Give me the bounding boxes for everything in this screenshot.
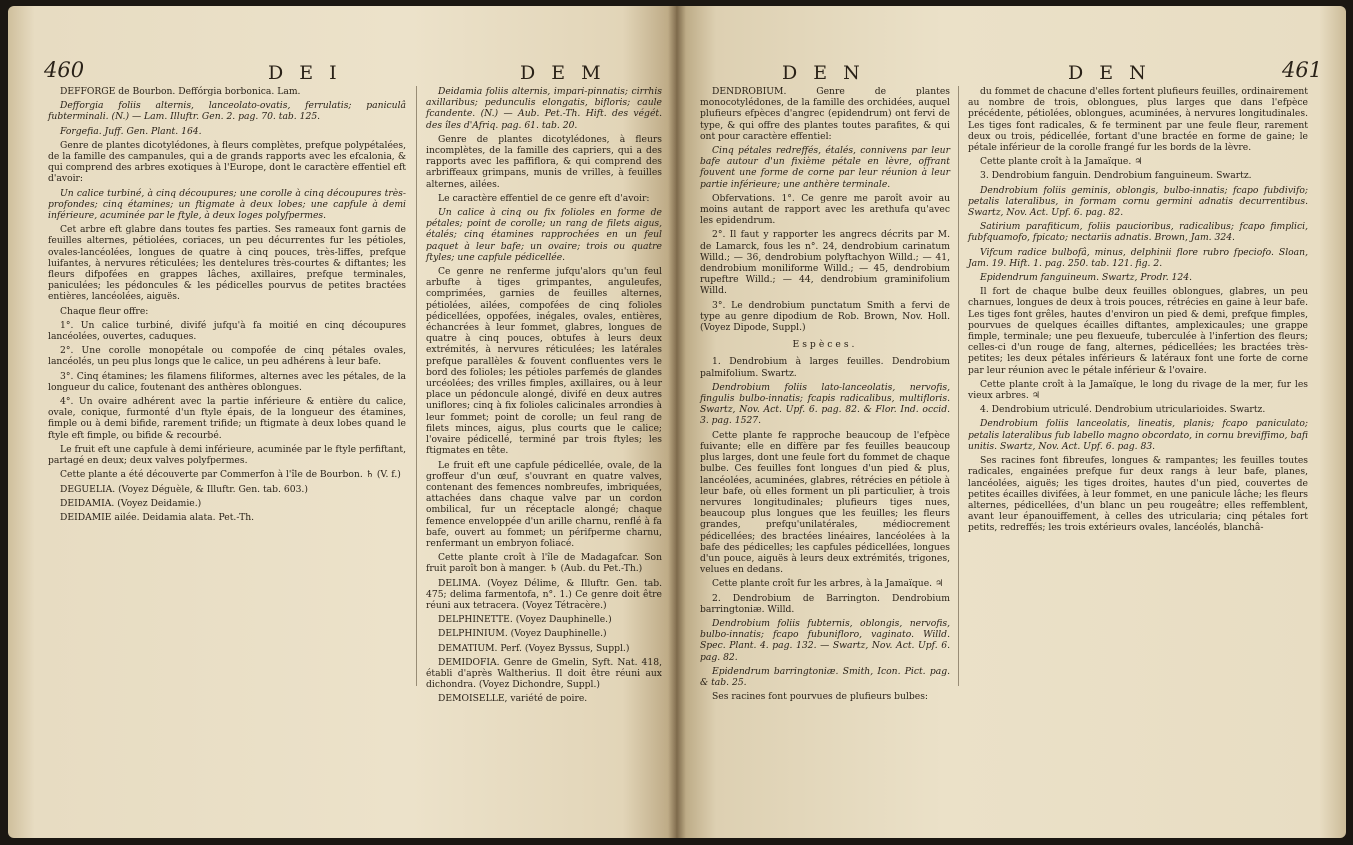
paragraph: DEIDAMIE ailée. Deidamia alata. Pet.-Th. bbox=[60, 511, 255, 523]
paragraph: Un calice à cinq ou fix folioles en forme de pétales; point de corolle; un rang de filets aigus, étalés; cinq étamines rapprochées en un feul paquet à leur bafe; un ovaire; trois ou quatre ftyles; une capfule pédicellée. bbox=[426, 207, 662, 263]
paragraph: DEIDAMIA. (Voyez Deidamie.) bbox=[60, 497, 202, 509]
paragraph: Cette plante fe rapproche beaucoup de l'efpèce fuivante; elle en diffère par fes feuilles beaucoup plus larges, dont une feule fort du fommet de chaque bulbe. Ces feuilles font longues d'un pied & plus, lancéolées, acuminées, glabres, rétrécies en pétiole à leur bafe, où elles forment un pli particulier, à trois nervures longitudinales; plufieurs tiges nues, beaucoup plus longues que les feuilles; les fleurs grandes, prefqu'unilatérales, médiocrement pédicellées; des bractées linéaires, lancéolées à la bafe des pédicelles; les capfules pédicellées, longues d'un pouce, aiguës à leurs deux extrémités, trigones, velues en dedans. bbox=[700, 429, 950, 576]
paragraph: DEMATIUM. Perf. (Voyez Byssus, Suppl.) bbox=[438, 642, 630, 654]
paragraph: Satirium parafiticum, foliis paucioribus, radicalibus; fcapo fimplici, fubfquamofo, fpicato; nectariis adnatis. Brown, Jam. 324. bbox=[968, 221, 1308, 244]
paragraph: Le fruit eft une capfule à demi inférieure, acuminée par le ftyle perfiftant, partagé en deux; deux valves polyfpermes. bbox=[48, 443, 406, 467]
paragraph: Cet arbre eft glabre dans toutes fes parties. Ses rameaux font garnis de feuilles alternes, pétiolées, coriaces, un peu décurrentes fur les pétioles, ovales-lancéolées, longues de quatre à cinq pouces, très-liffes, prefque luifantes, à nervures réticulées; les dentelures très-courtes & diftantes; les fleurs difpofées en grappes lâches, axillaires, prefque terminales, paniculées; les pédoncules & les pédicelles pourvus de petites bractées entières, lancéolées, aiguës. bbox=[48, 224, 406, 303]
paragraph: Obfervations. 1°. Ce genre me paroît avoir au moins autant de rapport avec les arethufa qu'avec les epidendrum. bbox=[700, 192, 950, 227]
paragraph: Dendrobium foliis lanceolatis, lineatis, planis; fcapo paniculato; petalis lateralibus fub labello magno obcordato, in cornu breviffimo, bafi unitis. Swartz, Nov. Act. Upf. 6. pag. 83. bbox=[968, 418, 1308, 452]
paragraph: du fommet de chacune d'elles fortent plufieurs feuilles, ordinairement au nombre de trois, oblongues, plus larges que dans l'efpèce précédente, pétiolées, oblongues, acuminées, à nervures longitudinales. Les tiges font radicales, & fe terminent par une feule fleur, rarement deux ou trois, pédicellée, fortant d'une bractée en forme de gaine; le pétale inférieur de la corolle frangé fur les bords de la lèvre. bbox=[968, 86, 1308, 154]
paragraph: DENDROBIUM. Genre de plantes monocotylédones, de la famille des orchidées, auquel plufieurs efpèces d'angrec (epidendrum) ont fervi de type, & qui offre des plantes toutes parafites, & qui ont pour caractère effentiel: bbox=[700, 86, 950, 142]
paragraph: Genre de plantes dicotylédones, à fleurs incomplètes, de la famille des capriers, qui a des rapports avec les paffiflora, & qui comprend des arbriffeaux grimpans, munis de vrilles, à feuilles alternes, ailées. bbox=[426, 133, 662, 190]
paragraph: Genre de plantes dicotylédones, à fleurs complètes, prefque polypétalées, de la famille des campanules, qui a de grands rapports avec les efcalonia, & qui comprend des arbres exotiques à l'Europe, dont le caractère effentiel eft d'avoir: bbox=[48, 139, 406, 185]
paragraph: Il fort de chaque bulbe deux feuilles oblongues, glabres, un peu charnues, longues de deux à trois pouces, rétrécies en gaine à leur bafe. Les tiges font grêles, hautes d'environ un pied & demi, prefque fimples, pourvues de quelques écailles diftantes, amplexicaules; une grappe fimple, terminale; une peu flexueufe, tuberculée à l'infertion des fleurs; celles-ci d'un rouge de fang, alternes, pédicellées; les bractées très-petites; les deux pétales inférieurs & latéraux font une forte de corne par leur réunion avec le pétale inférieur & l'ovaire. bbox=[968, 286, 1308, 376]
paragraph: Dendrobium foliis fubternis, oblongis, nervofis, bulbo-innatis; fcapo fubunifloro, vaginato. Willd. Spec. Plant. 4. pag. 132. — Swartz, Nov. Act. Upf. 6. pag. 82. bbox=[700, 617, 950, 663]
paragraph: 4°. Un ovaire adhérent avec la partie inférieure & entière du calice, ovale, conique, furmonté d'un ftyle épais, de la longueur des étamines, fimple ou à demi bifide, rarement trifide; un ftigmate à deux lobes quand le ftyle eft fimple, ou bifide & recourbé. bbox=[48, 396, 406, 441]
paragraph: DEMOISELLE, variété de poire. bbox=[438, 693, 588, 705]
right-column-1 bbox=[700, 86, 950, 705]
paragraph: DEMIDOFIA. Genre de Gmelin, Syft. Nat. 418, établi d'après Waltherius. Il doit être réuni aux dichondra. (Voyez Dichondre, Suppl.) bbox=[426, 656, 662, 691]
paragraph: Ses racines font fibreufes, longues & rampantes; les feuilles toutes radicales, engainées prefque fur deux rangs à leur bafe, planes, lancéolées, aiguës; les tiges droites, hautes d'un pied, couvertes de petites écailles divifées, à leur fommet, en une panicule lâche; les fleurs alternes, pédicellées, d'un blanc un peu rougeâtre; elles reffemblent, avant leur épanouiffement, à celles des utricularia; cinq pétales fort petits, redreffés; les trois extérieurs ovales, lancéolés, blanchâ- bbox=[968, 455, 1308, 534]
column-divider bbox=[958, 86, 959, 686]
paragraph: 2°. Il faut y rapporter les angrecs décrits par M. de Lamarck, fous les n°. 24, dendrobium carinatum Willd.; — 36, dendrobium polyftachyon Willd.; — 41, dendrobium moniliforme Willd.; — 45, dendrobium rupeftre Willd.; — 44, dendrobium graminifolium Willd. bbox=[700, 229, 950, 297]
paragraph: DELPHINIUM. (Voyez Dauphinelle.) bbox=[438, 628, 607, 640]
paragraph: Cette plante croît à l'île de Madagafcar. Son fruit paroît bon à manger. ♄ (Aub. du Pet.-Th.) bbox=[426, 552, 662, 575]
left-column-2 bbox=[426, 86, 662, 708]
paragraph: 1. Dendrobium à larges feuilles. Dendrobium palmifolium. Swartz. bbox=[700, 356, 950, 379]
paragraph: 3°. Cinq étamines; les filamens filiformes, alternes avec les pétales, de la longueur du calice, foutenant des anthères oblongues. bbox=[48, 370, 406, 393]
paragraph: Cette plante a été découverte par Commerfon à l'île de Bourbon. ♄ (V. f.) bbox=[60, 469, 401, 481]
paragraph: DELPHINETTE. (Voyez Dauphinelle.) bbox=[438, 614, 612, 626]
running-head-left: D E N bbox=[782, 62, 865, 84]
paragraph: Cette plante croît fur les arbres, à la Jamaïque. ♃ bbox=[712, 578, 944, 590]
paragraph: Ses racines font pourvues de plufieurs bulbes: bbox=[712, 691, 929, 703]
paragraph: DEFFORGE de Bourbon. Deffórgia borbonica. Lam. bbox=[60, 86, 301, 97]
left-page bbox=[8, 6, 676, 838]
paragraph: Forgefia. Juff. Gen. Plant. 164. bbox=[60, 125, 202, 137]
right-page bbox=[676, 6, 1346, 838]
paragraph: DELIMA. (Voyez Délime, & Illuftr. Gen. tab. 475; delima farmentofa, n°. 1.) Ce genre doit être réuni aux tetracera. (Voyez Tétracère.) bbox=[426, 577, 662, 611]
column-divider bbox=[416, 86, 417, 686]
paragraph: Defforgia foliis alternis, lanceolato-ovatis, ferrulatis; paniculâ fubterminali. (N.) — Lam. Illuftr. Gen. 2. pag. 70. tab. 125. bbox=[48, 100, 406, 123]
paragraph: Un calice turbiné, à cinq découpures; une corolle à cinq découpures très-profondes; cinq étamines; un ftigmate à deux lobes; une capfule à demi inférieure, acuminée par le ftyle, à deux loges polyfpermes. bbox=[48, 187, 406, 222]
paragraph: 3°. Le dendrobium punctatum Smith a fervi de type au genre dipodium de Rob. Brown, Nov. Holl. (Voyez Dipode, Suppl.) bbox=[700, 299, 950, 334]
paragraph: Deidamia foliis alternis, impari-pinnatis; cirrhis axillaribus; pedunculis elongatis, bifloris; caule fcandente. (N.) — Aub. Pet.-Th. Hift. des végét. des îles d'Afriq. pag. 61. tab. 20. bbox=[426, 86, 662, 131]
right-column-2 bbox=[968, 86, 1308, 537]
paragraph: Espèces. bbox=[792, 339, 858, 351]
paragraph: Ce genre ne renferme jufqu'alors qu'un feul arbufte à tiges grimpantes, anguleufes, comprimées, garnies de feuilles alternes, pétiolées, ailées, compofées de cinq folioles pédicellées, oppofées, inégales, ovales, entières, échancrées à leur fommet, glabres, longues de quatre à cinq pouces, obtufes à leurs deux extrémités, à nervures réticulées; les latérales prefque parallèles & fouvent confluentes vers le bord des folioles; les pétioles parfemés de glandes urcéolées; des vrilles fimples, axillaires, ou à leur place un pédoncule alongé, divifé en deux autres uniflores; cinq à fix folioles calicinales arrondies à leur fommet; point de corolle; un feul rang de filets minces, aigus, plus courts que le calice; l'ovaire pédicellé, terminé par trois ftyles; les ftigmates en tête. bbox=[426, 266, 662, 457]
paragraph: Epidendrum fanguineum. Swartz, Prodr. 124. bbox=[980, 272, 1193, 284]
running-head-right: D E M bbox=[520, 62, 606, 84]
open-book bbox=[8, 6, 1346, 841]
paragraph: Dendrobium foliis geminis, oblongis, bulbo-innatis; fcapo fubdivifo; petalis lateralibus, in formam cornu germini adnatis decurrentibus. Swartz, Nov. Act. Upf. 6. pag. 82. bbox=[968, 184, 1308, 219]
paragraph: 2. Dendrobium de Barrington. Dendrobium barringtoniæ. Willd. bbox=[700, 592, 950, 615]
paragraph: Cinq pétales redreffés, étalés, connivens par leur bafe autour d'un fixième pétale en lèvre, offrant fouvent une forme de corne par leur réunion à leur partie inférieure; une anthère terminale. bbox=[700, 145, 950, 190]
paragraph: Dendrobium foliis lato-lanceolatis, nervofis, fingulis bulbo-innatis; fcapis radicalibus, multifloris. Swartz, Nov. Act. Upf. 6. pag. 82. & Flor. Ind. occid. 3. pag. 1527. bbox=[700, 381, 950, 427]
paragraph: Cette plante croît à la Jamaïque. ♃ bbox=[980, 156, 1143, 168]
page-number: 460 bbox=[44, 58, 85, 82]
running-head-left: D E I bbox=[268, 62, 342, 84]
paragraph: Le caractère effentiel de ce genre eft d'avoir: bbox=[438, 192, 650, 204]
page-number: 461 bbox=[1282, 58, 1323, 82]
paragraph: Cette plante croît à la Jamaïque, le long du rivage de la mer, fur les vieux arbres. ♃ bbox=[968, 378, 1308, 402]
paragraph: 3. Dendrobium fanguin. Dendrobium fanguineum. Swartz. bbox=[980, 170, 1252, 182]
paragraph: 2°. Une corolle monopétale ou compofée de cinq pétales ovales, lancéolés, un peu plus longs que le calice, un peu adhérens à leur bafe. bbox=[48, 345, 406, 368]
paragraph: Vifcum radice bulbofâ, minus, delphinii flore rubro fpeciofo. Sloan, Jam. 19. Hift. 1. pag. 250. tab. 121. fig. 2. bbox=[968, 246, 1308, 269]
paragraph: 1°. Un calice turbiné, divifé jufqu'à fa moitié en cinq découpures lancéolées, ouvertes, caduques. bbox=[48, 319, 406, 343]
paragraph: Le fruit eft une capfule pédicellée, ovale, de la groffeur d'un œuf, s'ouvrant en quatre valves, contenant des femences nombreufes, imbriquées, attachées dans chaque valve par un cordon ombilical, fur un réceptacle alongé; chaque femence enveloppée d'un arille charnu, renflé à fa bafe, ouvert au fommet; un périfperme charnu, renfermant un embryon foliacé. bbox=[426, 459, 662, 549]
paragraph: 4. Dendrobium utriculé. Dendrobium utricularioides. Swartz. bbox=[980, 404, 1266, 416]
paragraph: Chaque fleur offre: bbox=[60, 305, 149, 317]
paragraph: Epidendrum barringtoniæ. Smith, Icon. Pict. pag. & tab. 25. bbox=[700, 665, 950, 688]
running-head-right: D E N bbox=[1068, 62, 1151, 84]
paragraph: DEGUELIA. (Voyez Déguèle, & Illuftr. Gen. tab. 603.) bbox=[60, 483, 308, 495]
book-gutter bbox=[668, 6, 686, 838]
left-column-1 bbox=[48, 86, 406, 526]
